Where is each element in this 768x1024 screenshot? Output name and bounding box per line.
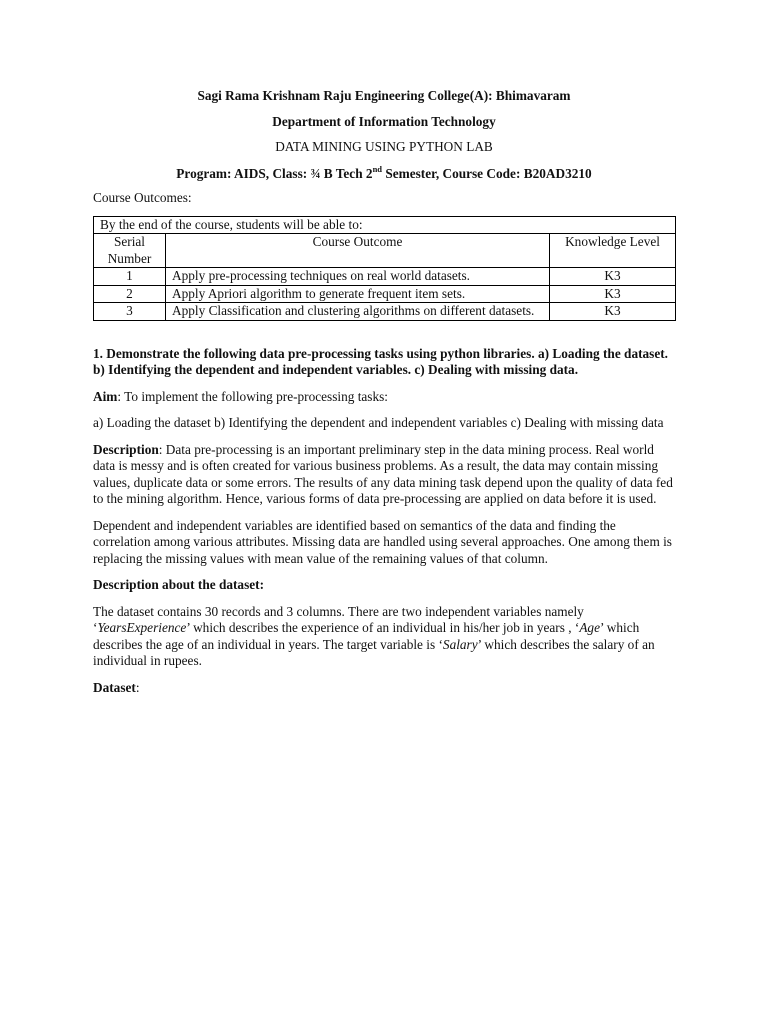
outcome-cell: Apply Apriori algorithm to generate frequent item sets. — [166, 285, 550, 303]
level-cell: K3 — [550, 303, 676, 321]
dataset-desc-text: ’ which describes the experience of an individual in his/her job in years , ‘ — [186, 620, 580, 635]
variable-salary: Salary — [442, 636, 478, 652]
column-header-level: Knowledge Level — [550, 234, 676, 268]
dataset-colon: : — [135, 679, 140, 695]
program-prefix: Program: AIDS, Class: ¾ B Tech 2 — [176, 166, 373, 181]
program-line — [0, 163, 768, 183]
column-header-serial: Serial Number — [94, 234, 166, 268]
outcome-cell: Apply Classification and clustering algorithms on different datasets. — [166, 303, 550, 321]
dataset-description — [93, 604, 675, 670]
dataset-heading — [93, 680, 675, 697]
program-suffix: Semester, Course Code: B20AD3210 — [382, 166, 592, 181]
serial-cell: 1 — [94, 268, 166, 286]
dataset-desc-text: ’ which describes the salary of an individual in rupees. — [93, 636, 655, 668]
dataset-description-heading: Description about the dataset: — [93, 577, 265, 592]
variable-years-experience: YearsExperience — [97, 620, 187, 635]
course-outcomes-table — [93, 216, 676, 321]
table-row — [94, 268, 676, 286]
serial-cell: 3 — [94, 303, 166, 321]
aim-list: a) Loading the dataset b) Identifying the dependent and independent variables c) Dealing with missing data — [93, 415, 664, 430]
table-row — [94, 303, 676, 321]
lab-title: DATA MINING USING PYTHON LAB — [275, 139, 493, 154]
aim-paragraph — [93, 389, 675, 406]
variable-age: Age — [579, 620, 600, 635]
description-paragraph — [93, 442, 675, 508]
outcome-cell: Apply pre-processing techniques on real world datasets. — [166, 268, 550, 286]
document-body — [93, 190, 675, 706]
program-superscript: nd — [372, 163, 383, 174]
level-cell: K3 — [550, 268, 676, 286]
table-header-row — [94, 234, 676, 268]
task-heading: 1. Demonstrate the following data pre-processing tasks using python libraries. a) Loading the dataset. b) Identifying the dependent and independent variables. c) Dealing with missing data. — [93, 345, 668, 377]
department-name: Department of Information Technology — [272, 114, 496, 129]
aim-label: Aim — [93, 388, 118, 404]
column-header-outcome: Course Outcome — [166, 234, 550, 268]
table-row — [94, 285, 676, 303]
description-label: Description — [93, 441, 159, 457]
serial-cell: 2 — [94, 285, 166, 303]
variables-paragraph: Dependent and independent variables are identified based on semantics of the data and finding the correlation among various attributes. Missing data are handled using several approaches. One among them is replacing the missing values with mean value of the remaining values of that column. — [93, 517, 672, 566]
table-intro-row — [94, 216, 676, 234]
table-intro: By the end of the course, students will be able to: — [94, 216, 676, 234]
dataset-label: Dataset — [93, 679, 136, 695]
dataset-desc-text: ’ which describes the age of an individual in years. The target variable is ‘ — [93, 620, 640, 652]
dataset-desc-text: The dataset contains 30 records and 3 columns. There are two independent variables namely ‘ — [93, 603, 584, 635]
level-cell: K3 — [550, 285, 676, 303]
college-name: Sagi Rama Krishnam Raju Engineering College(A): Bhimavaram — [197, 88, 571, 103]
course-outcomes-title: Course Outcomes: — [93, 190, 192, 205]
description-text: : Data pre-processing is an important preliminary step in the data mining process. Real world data is messy and is often created for various business problems. As a result, the data may contain missing values, duplicate data or some errors. The results of any data mining task depend upon the quality of data fed to the mining algorithm. Hence, various forms of data pre-processing are applied on data before it is used. — [93, 441, 673, 506]
aim-text: : To implement the following pre-processing tasks: — [117, 388, 389, 404]
